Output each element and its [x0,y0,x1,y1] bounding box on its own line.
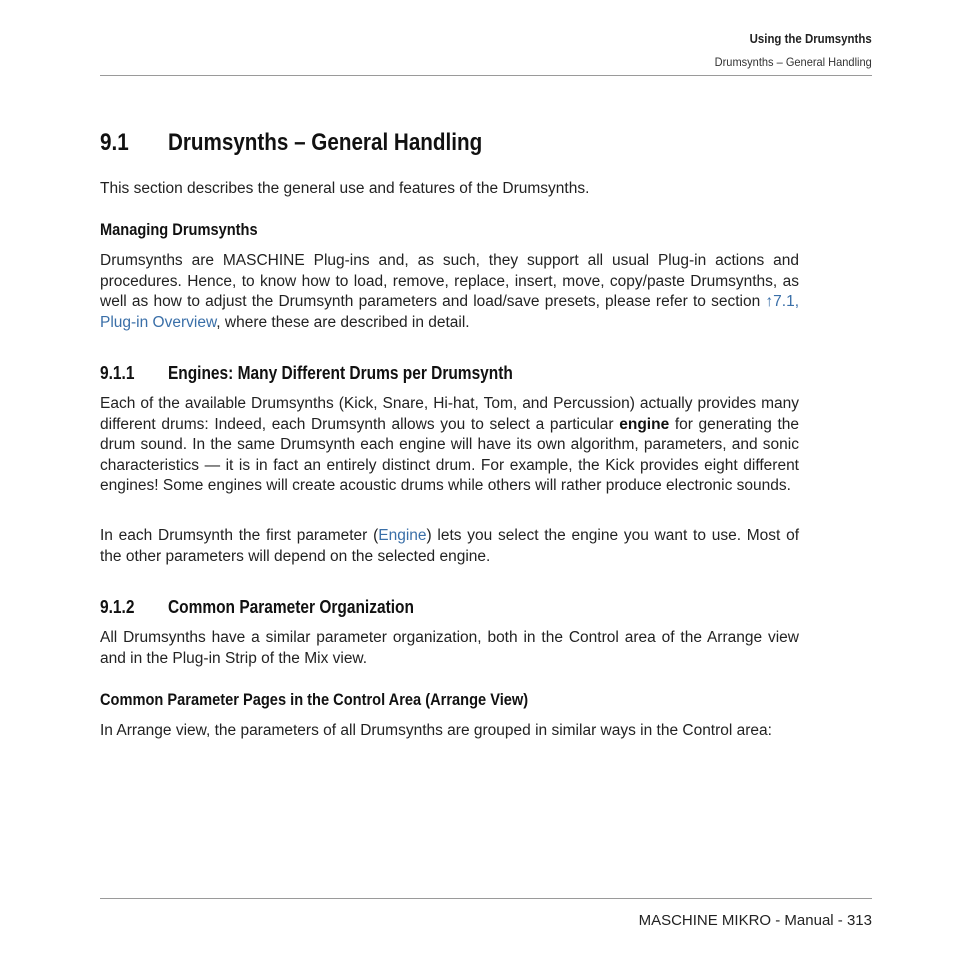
engines-paragraph-1 [100,394,799,497]
engines-text-before: Each of the available Drumsynths (Kick, Snare, Hi-hat, Tom, and Percussion) actually provides many different drums: Indeed, each Drumsynth allows you to select a particular [100,395,799,433]
page-footer: MASCHINE MIKRO - Manual - 313 [638,912,872,929]
running-header-section: Drumsynths – General Handling [714,55,872,69]
common-pages-paragraph: In Arrange view, the parameters of all Drumsynths are grouped in similar ways in the Control area: [100,722,772,739]
managing-paragraph [100,251,799,333]
subsection-number: 9.1.2 [100,597,135,617]
plugin-overview-link[interactable]: ↑7.1, Plug-in Overview [100,293,799,331]
engine-param-text-before: In each Drumsynth the first parameter ( [100,527,379,544]
section-number: 9.1 [100,129,129,156]
engines-text-after: for generating the drum sound. In the same Drumsynth each engine will have its own algorithm, parameters, and sonic characteristics — it is in fact an entirely distinct drum. For example, the Kick provides eight different engines! Some engines will create acoustic drums while others will rather produce electronic sounds. [100,415,799,495]
footer-rule [100,898,872,899]
subsection-number: 9.1.1 [100,363,135,383]
engines-paragraph-2 [100,526,799,567]
managing-text-before: Drumsynths are MASCHINE Plug-ins and, as such, they support all usual Plug-in actions and procedures. Hence, to know how to load, remove, replace, insert, move, copy/paste Drumsynths, as well as how to adjust the Drumsynth parameters and load/save presets, please refer to section [100,252,799,311]
section-heading-9-1-1 [100,363,513,384]
managing-heading: Managing Drumsynths [100,220,258,239]
subsection-title: Common Parameter Organization [167,597,414,617]
intro-paragraph: This section describes the general use and features of the Drumsynths. [100,180,590,197]
organization-paragraph: All Drumsynths have a similar parameter organization, both in the Control area of the Arrange view and in the Plug-in Strip of the Mix view. [100,629,799,667]
subsection-title: Engines: Many Different Drums per Drumsynth [167,363,513,383]
managing-text-after: , where these are described in detail. [216,313,470,331]
engine-parameter-link[interactable]: Engine [378,527,427,544]
header-rule [100,75,872,76]
engine-param-text-after: ) lets you select the engine you want to use. Most of the other parameters will depend on the selected engine. [100,527,799,565]
section-heading-9-1 [100,129,482,157]
engine-term: engine [619,415,670,433]
common-pages-heading: Common Parameter Pages in the Control Area (Arrange View) [100,690,529,709]
section-title: Drumsynths – General Handling [167,129,483,156]
running-header-chapter: Using the Drumsynths [749,31,872,46]
section-heading-9-1-2 [100,597,414,618]
